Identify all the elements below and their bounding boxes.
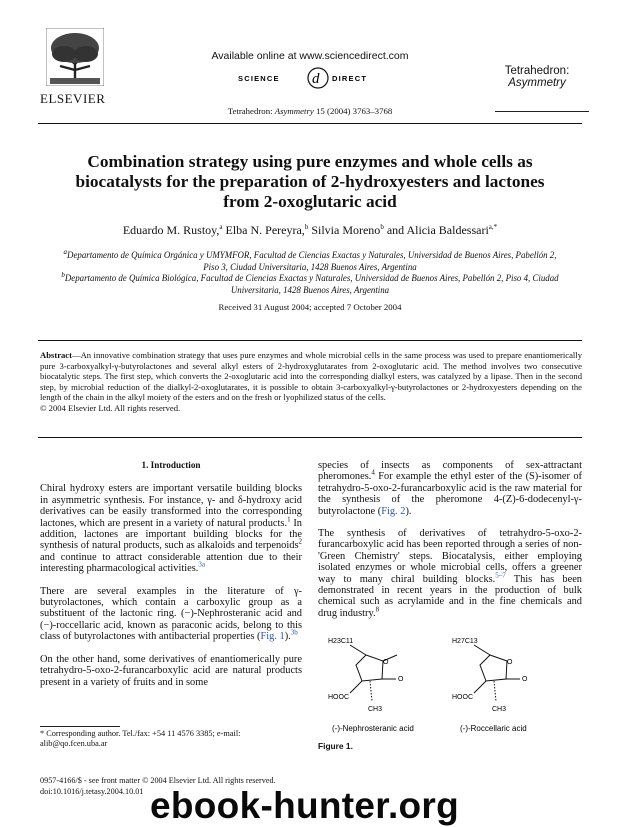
footnote-rule — [40, 726, 120, 727]
journal-rule — [495, 111, 589, 112]
author: Elba N. Pereyra,$^b$ — [225, 223, 309, 237]
compound-label-nephrosteranic: (-)-Nephrosteranic acid — [332, 724, 414, 733]
abstract-label: Abstract — [40, 350, 72, 360]
doi-line: doi:10.1016/j.tetasy.2004.10.01 — [40, 787, 144, 796]
author: Eduardo M. Rustoy,$^a$ — [122, 223, 223, 237]
reference-link[interactable]: 5–7 — [495, 571, 506, 580]
section-heading-introduction: 1. Introduction — [141, 460, 201, 470]
paragraph-2: There are several examples in the literature of γ-butyrolactones, which contain a carboxylic group as a substituent of the lactonic ring. (−)-Nephrosteranic acid and (−)-roccellaric acid, known as paraconic acids, belong to this class of butyrolactones with antibacterial properties (Fig. 1).$^{3b}$ — [40, 585, 302, 643]
figure-1-structures — [328, 633, 568, 743]
journal-name-box — [487, 65, 587, 89]
methyl-label: CH3 — [492, 706, 507, 713]
affiliation-b: $^b$Departamento de Química Biológica, Facultad de Ciencias Exactas y Naturales, Universidad de Buenos Aires, Pabellón 2, Piso 4, Ciudad Universitaria, 1428 Buenos Aires, Argentina — [61, 271, 559, 295]
received-dates: Received 31 August 2004; accepted 7 October 2004 — [218, 302, 402, 312]
journal-citation: Tetrahedron: Asymmetry 15 (2004) 3763–3768 — [227, 106, 393, 116]
svg-text:DIRECT: DIRECT — [332, 74, 368, 83]
paragraph-5: The synthesis of derivatives of tetrahydro-5-oxo-2-furancarboxylic acid has been reported through a series of non-'Green Chemistry' steps. Biocatalysis, either employing isolated enzymes or whole microbial cells, offers a greener way to many chiral building blocks.$^{5-7}$ This has been demonstrated in recent years in the production of bulk chemical such as acrylamide and in the fine chemicals and drug industry.$^8$ — [318, 528, 583, 619]
alkyl-chain-label: H23C11 — [328, 638, 354, 645]
watermark-text: ebook-hunter.org — [150, 785, 460, 826]
carbonyl-oxygen-label: O — [522, 676, 528, 683]
figure-caption: Figure 1. — [318, 741, 353, 751]
sciencedirect-logo — [236, 66, 396, 90]
article-title: Combination strategy using pure enzymes and whole cells as biocatalysts for the preparation of 2-hydroxyesters and lactones from 2-oxoglutaric acid — [75, 152, 545, 211]
svg-text:d: d — [312, 71, 320, 87]
svg-text:SCIENCE: SCIENCE — [238, 74, 280, 83]
carboxyl-label: HOOC — [452, 694, 473, 701]
author: Silvia Moreno$^b$ — [311, 223, 384, 237]
carboxyl-label: HOOC — [328, 694, 349, 701]
paragraph-3: On the other hand, some derivatives of enantiomerically pure tetrahydro-5-oxo-2-furancarboxylic acid are natural products present in a variety of fruits and in some — [40, 653, 302, 688]
compound-label-roccellaric: (-)-Roccellaric acid — [460, 724, 527, 733]
author: and Alicia Baldessari$^{a,*}$ — [386, 223, 498, 237]
abstract-top-rule — [38, 340, 582, 341]
abstract-text: —An innovative combination strategy that uses pure enzymes and whole microbial cells in the same process was used to prepare enantiomerically pure 3-carboxyalkyl-γ-butyrolactones and several alkyl esters of 2-hydroxyglutarates from 2-oxoglutaric acid. The method involves two consecutive biocatalytic steps. The first step, which converts the 2-oxoglutaric acid into the corresponding dialkyl esters, was catalyzed by a lipase. Then in the second step, by microbial reduction of the dialkyl-2-oxoglutarates, it is possible to obtain 3-carboxyalkyl-γ-butyrolactones or 2-hydroxyesters depending on the length of the chain in the alkyl moiety of the esters and on the fresh or lyophilized status of the cells. — [40, 350, 582, 403]
paragraph-4: species of insects as components of sex-attractant pheromones.$^4$ For example the ethyl ester of the (S)-isomer of tetrahydro-5-oxo-2-furancarboxylic acid is the raw material for the synthesis of the pheromone 4-(Z)-6-dodecenyl-γ-butyrolactone (Fig. 2). — [318, 460, 582, 517]
roccellaric-acid-structure — [452, 638, 528, 733]
affiliations — [58, 250, 562, 296]
availability-line: Available online at www.sciencedirect.com — [211, 50, 409, 62]
ring-oxygen-label: O — [507, 659, 513, 666]
right-column — [318, 460, 582, 630]
paragraph-1: Chiral hydroxy esters are important versatile building blocks in asymmetric synthesis. For instance, γ- and δ-hydroxy acid derivatives can be easily transformed into the corresponding lactones, which are present in a variety of natural products.$^1$ In addition, lactones are important building blocks for the synthesis of natural products, such as alkaloids and terpenoids$^2$ and continue to attract considerable attention due to their interesting pharmacological activities.$^{3a}$ — [40, 483, 302, 575]
abstract-copyright: © 2004 Elsevier Ltd. All rights reserved. — [40, 402, 181, 413]
nephrosteranic-acid-structure — [328, 638, 414, 733]
elsevier-logo — [40, 28, 110, 118]
author-list — [40, 223, 580, 238]
abstract — [40, 350, 582, 414]
reference-link[interactable]: 3b — [290, 628, 298, 637]
affiliation-a: $^a$Departamento de Química Orgánica y UMYMFOR, Facultad de Ciencias Exactas y Naturales, Universidad de Buenos Aires, Pabellón 2, Piso 3, Ciudad Universitaria, 1428 Buenos Aires, Argentina — [63, 248, 557, 272]
corresponding-author-footnote: * Corresponding author. Tel./fax: +54 11 4576 3385; e-mail: alib@qo.fcen.uba.ar — [40, 729, 302, 749]
journal-subtitle: Asymmetry — [508, 77, 566, 89]
alkyl-chain-label: H27C13 — [452, 638, 478, 645]
ring-oxygen-label: O — [383, 659, 389, 666]
methyl-label: CH3 — [368, 706, 383, 713]
abstract-bottom-rule — [38, 437, 582, 438]
left-column — [40, 460, 302, 699]
journal-name: Tetrahedron: — [504, 65, 570, 77]
carbonyl-oxygen-label: O — [398, 676, 404, 683]
publisher-wordmark: ELSEVIER — [40, 91, 106, 106]
figure-2-link[interactable]: Fig. 2 — [381, 505, 406, 517]
header-rule — [38, 123, 582, 124]
figure-1-link[interactable]: Fig. 1 — [260, 631, 285, 643]
issn-line: 0957-4166/$ - see front matter © 2004 Elsevier Ltd. All rights reserved. — [40, 776, 276, 785]
reference-link[interactable]: 3a — [198, 560, 206, 569]
